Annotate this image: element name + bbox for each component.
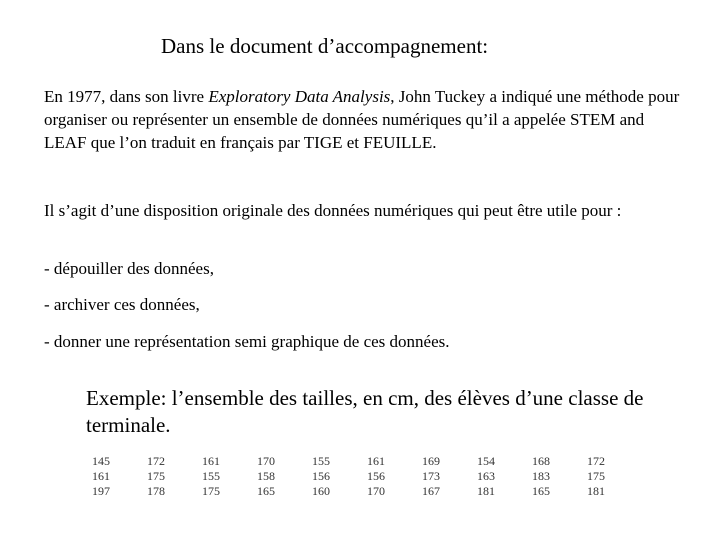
table-cell: 161 [202,454,220,468]
table-cell: 154 [477,454,495,468]
table-cell: 161 [367,454,385,468]
book-title: Exploratory Data Analysis [208,87,391,106]
table-cell: 181 [477,484,495,498]
table-cell: 155 [202,469,220,483]
table-cell: 170 [367,484,385,498]
table-cell: 156 [312,469,330,483]
table-cell: 163 [477,469,495,483]
table-cell: 168 [532,454,550,468]
page-heading: Dans le document d’accompagnement: [161,34,489,58]
table-cell: 165 [532,484,550,498]
table-cell: 175 [587,469,605,483]
table-cell: 165 [257,484,275,498]
table-cell: 155 [312,454,330,468]
table-cell: 158 [257,469,275,483]
table-cell: 197 [92,484,110,498]
bullet-item: - dépouiller des données, [44,259,214,278]
table-cell: 160 [312,484,330,498]
table-cell: 178 [147,484,165,498]
table-cell: 172 [147,454,165,468]
bullet-item: - archiver ces données, [44,295,200,314]
example-text: Exemple: l’ensemble des tailles, en cm, des élèves d’une classe de terminale. [86,386,644,437]
table-row [92,454,642,469]
table-cell: 161 [92,469,110,483]
table-row [92,469,642,484]
table-cell: 156 [367,469,385,483]
table-cell: 170 [257,454,275,468]
table-cell: 145 [92,454,110,468]
purpose-paragraph: Il s’agit d’une disposition originale des données numériques qui peut être utile pour : [44,201,622,220]
intro-text-after: , John Tuckey a indiqué une méthode pour organiser ou représenter un ensemble de données numériques qu’il a appelée STEM and LEAF que l’on traduit en français par TIGE et FEUILLE. [44,87,680,152]
table-cell: 175 [202,484,220,498]
table-cell: 173 [422,469,440,483]
bullet-item: - donner une représentation semi graphique de ces données. [44,332,450,351]
table-cell: 167 [422,484,440,498]
table-cell: 183 [532,469,550,483]
table-cell: 175 [147,469,165,483]
table-cell: 181 [587,484,605,498]
intro-text-before: En 1977, dans son livre [44,87,209,106]
heights-table [92,454,642,499]
heights-table-body [92,454,642,499]
table-row [92,484,642,499]
intro-paragraph [44,85,684,154]
table-cell: 169 [422,454,440,468]
table-cell: 172 [587,454,605,468]
